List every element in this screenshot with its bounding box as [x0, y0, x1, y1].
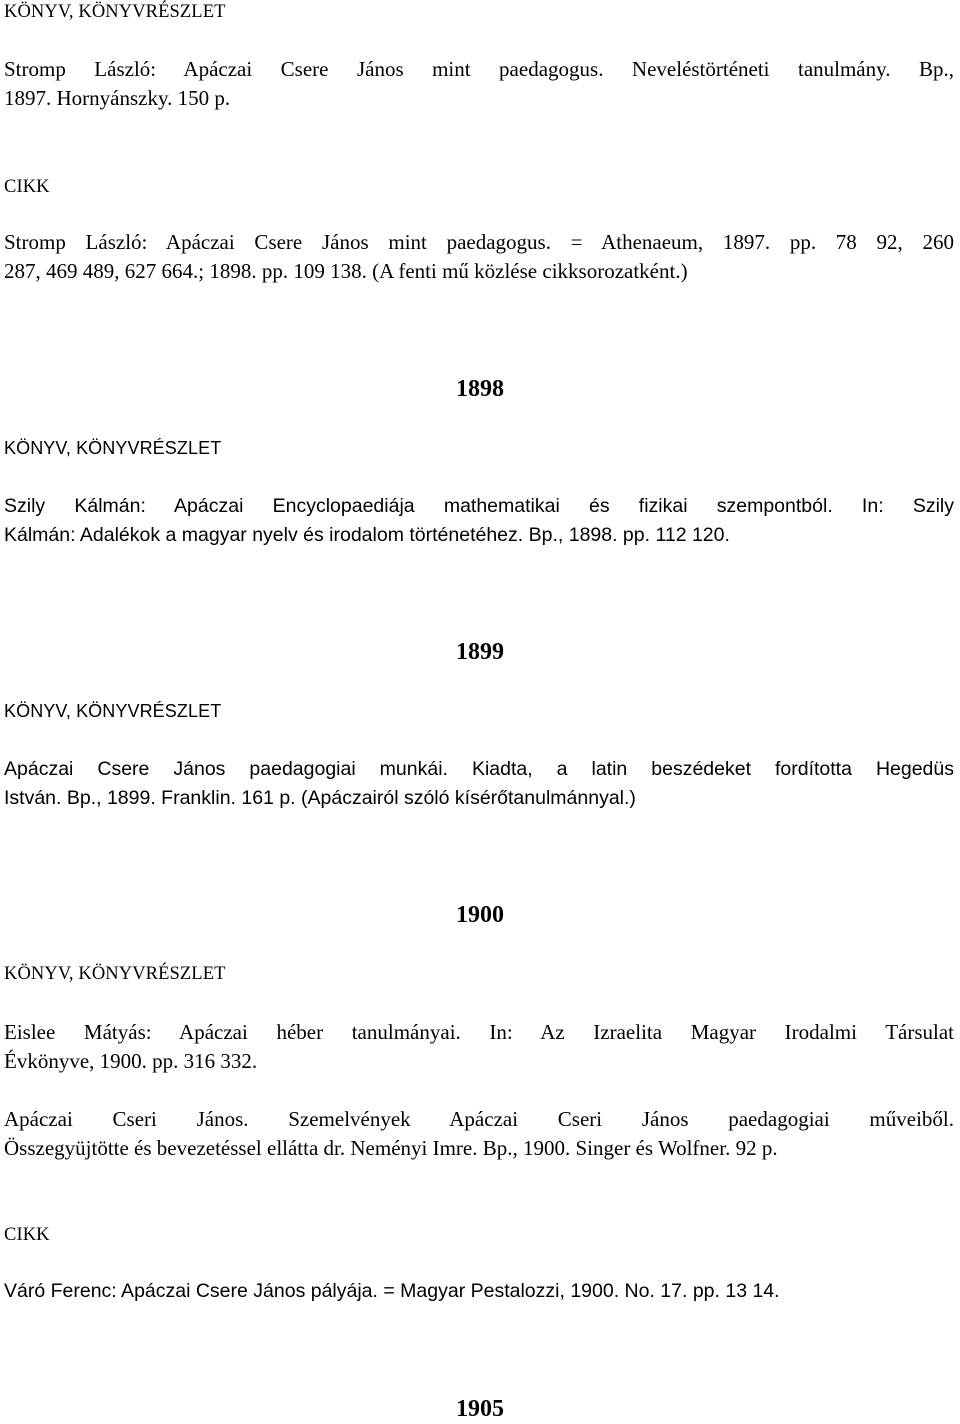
bibliography-entry	[4, 228, 954, 286]
entry-line: Évkönyve, 1900. pp. 316 332.	[4, 1049, 258, 1073]
entry-line: Apáczai Cseri János. Szemelvények Apáczai Cseri János paedagogiai műveiből.	[4, 1107, 954, 1131]
entry-line: Eislee Mátyás: Apáczai héber tanulmányai. In: Az Izraelita Magyar Irodalmi Társulat	[4, 1020, 954, 1044]
section-label-book: KÖNYV, KÖNYVRÉSZLET	[4, 438, 222, 458]
year-heading: 1899	[456, 639, 504, 665]
section-label-article: CIKK	[4, 177, 50, 197]
entry-line: Stromp László: Apáczai Csere János mint paedagogus. Neveléstörténeti tanulmány. Bp.,	[4, 57, 954, 81]
section-label-book: KÖNYV, KÖNYVRÉSZLET	[4, 964, 226, 984]
section-label-article: CIKK	[4, 1225, 50, 1245]
entry-line: 1897. Hornyánszky. 150 p.	[4, 86, 231, 110]
bibliography-entry	[4, 55, 954, 113]
section-label-book: KÖNYV, KÖNYVRÉSZLET	[4, 2, 226, 22]
section-label-book: KÖNYV, KÖNYVRÉSZLET	[4, 701, 222, 721]
entry-line: Apáczai Csere János paedagogiai munkái. Kiadta, a latin beszédeket fordította Hegedüs	[4, 758, 954, 780]
year-heading: 1905	[456, 1396, 504, 1422]
bibliography-entry	[4, 492, 954, 550]
year-heading: 1898	[456, 376, 504, 402]
bibliography-entry	[4, 1277, 954, 1306]
entry-line: 287, 469 489, 627 664.; 1898. pp. 109 138. (A fenti mű közlése cikksorozatként.)	[4, 259, 688, 283]
bibliography-entry	[4, 755, 954, 813]
entry-line: Váró Ferenc: Apáczai Csere János pályája. = Magyar Pestalozzi, 1900. No. 17. pp. 13 14.	[4, 1280, 780, 1302]
entry-line: Stromp László: Apáczai Csere János mint paedagogus. = Athenaeum, 1897. pp. 78 92, 260	[4, 230, 954, 254]
entry-line: István. Bp., 1899. Franklin. 161 p. (Apáczairól szóló kísérőtanulmánnyal.)	[4, 787, 636, 809]
entry-line: Szily Kálmán: Apáczai Encyclopaediája mathematikai és fizikai szempontból. In: Szily	[4, 495, 954, 517]
year-heading: 1900	[456, 902, 504, 928]
bibliography-entry	[4, 1105, 954, 1163]
entry-line: Összegyüjtötte és bevezetéssel ellátta dr. Neményi Imre. Bp., 1900. Singer és Wolfner. 92 p.	[4, 1136, 778, 1160]
entry-line: Kálmán: Adalékok a magyar nyelv és irodalom történetéhez. Bp., 1898. pp. 112 120.	[4, 524, 730, 546]
bibliography-entry	[4, 1018, 954, 1076]
